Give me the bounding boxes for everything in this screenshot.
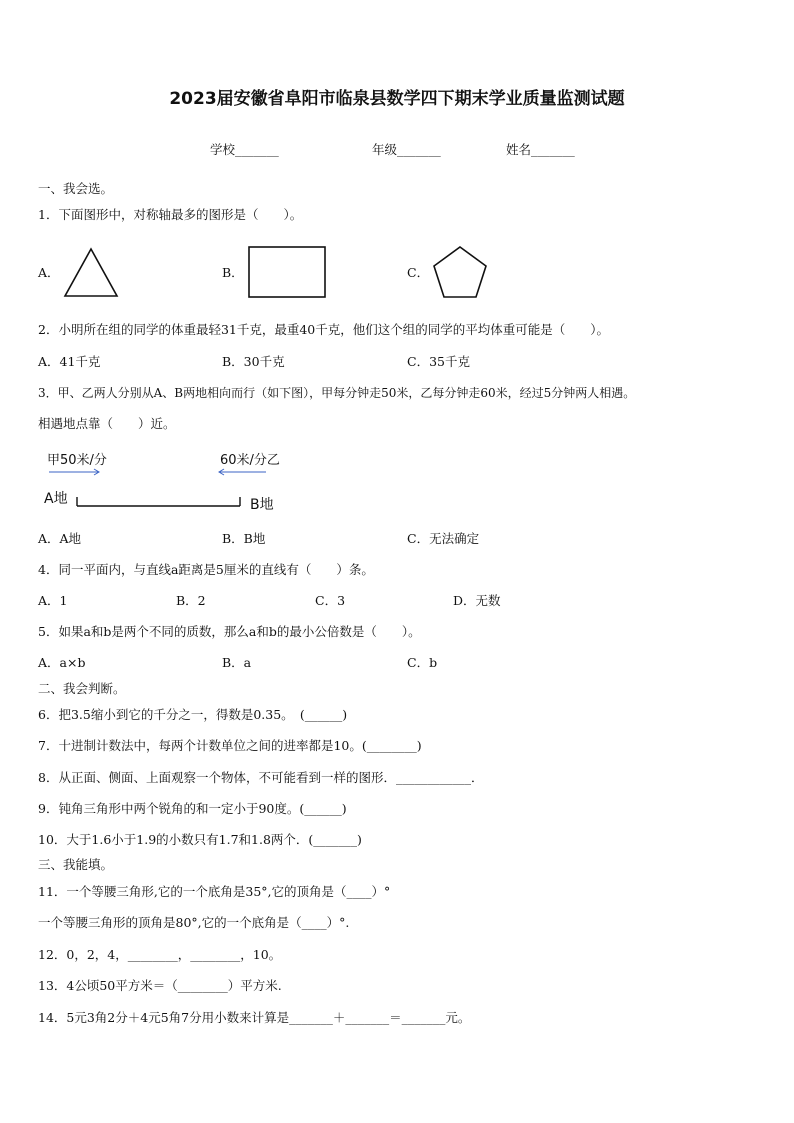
q2-option-b[interactable]: B．30千克	[222, 354, 285, 369]
question-10: 10．大于1.6小于1.9的小数只有1.7和1.8两个．(_______)	[38, 832, 362, 847]
question-6: 6．把3.5缩小到它的千分之一，得数是0.35。 (______)	[38, 707, 348, 722]
left-arrow-icon	[218, 468, 268, 476]
question-3-continued: 相遇地点靠（ ）近。	[38, 416, 176, 431]
q4-option-a[interactable]: A．1	[38, 593, 68, 608]
q4-option-b[interactable]: B．2	[176, 593, 206, 608]
question-5: 5．如果a和b是两个不同的质数，那么a和b的最小公倍数是（ ）。	[38, 624, 421, 639]
section-heading: 三、我能填。	[38, 857, 114, 872]
question-12: 12．0，2，4，________，________，10。	[38, 947, 282, 962]
question-11-continued: 一个等腰三角形的顶角是80°,它的一个底角是（____）°.	[38, 915, 350, 930]
q4-option-d[interactable]: D．无数	[453, 593, 501, 608]
q1-option-c[interactable]: C．	[407, 265, 430, 280]
b-location-label: B地	[250, 497, 274, 513]
q3-option-c[interactable]: C．无法确定	[407, 531, 480, 546]
q3-option-b[interactable]: B．B地	[222, 531, 266, 546]
question-1: 1．下面图形中，对称轴最多的图形是（ ）。	[38, 207, 303, 222]
question-14: 14．5元3角2分＋4元5角7分用小数来计算是_______＋_______＝_______元。	[38, 1010, 471, 1025]
question-7: 7．十进制计数法中，每两个计数单位之间的进率都是10。(________)	[38, 738, 422, 753]
jia-speed-label: 甲50米/分	[47, 453, 107, 468]
a-location-label: A地	[44, 491, 68, 507]
right-arrow-icon	[48, 468, 102, 476]
q3-option-a[interactable]: A．A地	[38, 531, 82, 546]
school-field[interactable]: 学校_______	[210, 142, 279, 157]
pentagon-icon	[431, 245, 489, 301]
rectangle-icon	[247, 245, 327, 299]
q5-option-a[interactable]: A．a×b	[38, 655, 86, 670]
question-13: 13．4公顷50平方米＝（________）平方米.	[38, 978, 282, 993]
question-9: 9．钝角三角形中两个锐角的和一定小于90度。(______)	[38, 801, 347, 816]
page-title: 2023届安徽省阜阳市临泉县数学四下期末学业质量监测试题	[169, 89, 625, 109]
question-3: 3．甲、乙两人分别从A、B两地相向而行（如下图），甲每分钟走50米，乙每分钟走60米，经过5分钟两人相遇。	[38, 386, 636, 400]
section-heading: 二、我会判断。	[38, 681, 126, 696]
q4-option-c[interactable]: C．3	[315, 593, 346, 608]
distance-line	[76, 496, 244, 510]
q1-option-b[interactable]: B．	[222, 265, 244, 280]
q2-option-c[interactable]: C．35千克	[407, 354, 470, 369]
q5-option-c[interactable]: C．b	[407, 655, 438, 670]
grade-field[interactable]: 年级_______	[372, 142, 441, 157]
section-heading: 一、我会选。	[38, 181, 114, 196]
q5-option-b[interactable]: B．a	[222, 655, 252, 670]
triangle-icon	[63, 247, 119, 299]
question-2: 2．小明所在组的同学的体重最轻31千克，最重40千克，他们这个组的同学的平均体重可能是（ ）。	[38, 322, 610, 337]
name-field[interactable]: 姓名_______	[506, 142, 575, 157]
q2-option-a[interactable]: A．41千克	[38, 354, 101, 369]
question-8: 8．从正面、侧面、上面观察一个物体，不可能看到一样的图形．____________．	[38, 770, 484, 785]
q1-option-a[interactable]: A．	[38, 265, 60, 280]
question-11: 11．一个等腰三角形,它的一个底角是35°,它的顶角是（____）°	[38, 884, 391, 899]
yi-speed-label: 60米/分乙	[220, 453, 280, 468]
question-4: 4．同一平面内，与直线a距离是5厘米的直线有（ ）条。	[38, 562, 374, 577]
